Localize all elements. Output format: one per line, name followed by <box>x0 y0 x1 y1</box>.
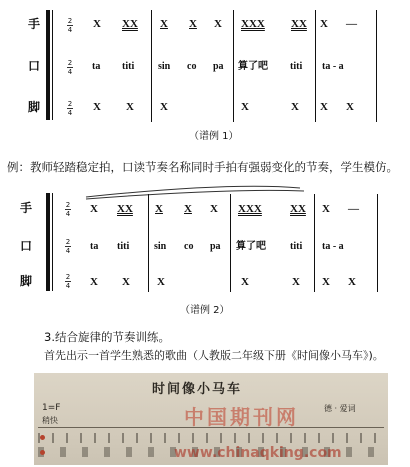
watermark-url: www.chinaqking.com <box>174 445 342 461</box>
syllable: ta - a <box>322 61 344 72</box>
description-text: 例：教师轻踏稳定拍，口读节奏名称同时手拍有强弱变化的节奏，学生模仿。 <box>7 160 398 174</box>
song-title: 时间像小马车 <box>152 382 243 397</box>
song-key: 1=F <box>42 403 61 413</box>
row-label-mouth: 口 <box>20 239 33 253</box>
syllable: co <box>184 241 194 252</box>
syllable: co <box>187 61 197 72</box>
note: X <box>93 101 101 113</box>
note: XXX <box>238 203 262 215</box>
barline <box>314 194 315 292</box>
syllable: sin <box>154 241 167 252</box>
syllable: ta - a <box>322 241 344 252</box>
note: X <box>160 18 168 30</box>
row-label-foot: 脚 <box>20 274 33 288</box>
note: X <box>90 203 98 215</box>
note: XXX <box>241 18 265 30</box>
note: X <box>346 101 354 113</box>
syllable: ta <box>90 241 99 252</box>
note: X <box>214 18 222 30</box>
syllable: pa <box>210 241 221 252</box>
song-tempo: 稍快 <box>42 416 58 425</box>
note: X <box>210 203 218 215</box>
syllable: 算了吧 <box>238 61 268 72</box>
note: X <box>241 101 249 113</box>
note: X <box>157 276 165 288</box>
note: X <box>93 18 101 30</box>
note: X <box>322 276 330 288</box>
note: X <box>90 276 98 288</box>
note: X <box>291 101 299 113</box>
row-label-foot: 脚 <box>28 100 41 114</box>
time-signature: 2 4 <box>65 201 71 218</box>
note: X <box>122 276 130 288</box>
time-signature: 2 4 <box>67 17 73 34</box>
row-label-hand: 手 <box>20 201 33 215</box>
syllable: titi <box>117 241 130 252</box>
syllable: titi <box>290 241 303 252</box>
time-signature: 2 4 <box>65 273 71 290</box>
watermark-cn: 中国期刊网 <box>184 405 299 429</box>
row-label-hand: 手 <box>28 17 41 31</box>
note: XX <box>122 18 138 30</box>
section-heading: 3.结合旋律的节奏训练。 <box>44 330 170 344</box>
barline <box>230 194 231 292</box>
syllable: 算了吧 <box>236 241 266 252</box>
caption: （谱例 2） <box>180 305 230 316</box>
system-brace <box>46 193 50 291</box>
barline <box>377 194 378 292</box>
note: X <box>126 101 134 113</box>
note: — <box>348 203 359 215</box>
note: X <box>189 18 197 30</box>
note: XX <box>290 203 306 215</box>
note: X <box>292 276 300 288</box>
syllable: ta <box>92 61 101 72</box>
song-score-photo <box>34 373 388 465</box>
note: XX <box>117 203 133 215</box>
syllable: sin <box>158 61 171 72</box>
time-signature: 2 4 <box>67 100 73 117</box>
time-signature: 2 4 <box>67 59 73 76</box>
time-signature: 2 4 <box>65 238 71 255</box>
note: X <box>184 203 192 215</box>
note: X <box>348 276 356 288</box>
syllable: titi <box>122 61 135 72</box>
note: X <box>322 203 330 215</box>
note: X <box>320 18 328 30</box>
note: XX <box>291 18 307 30</box>
note: — <box>346 18 357 30</box>
barline <box>148 194 149 292</box>
syllable: titi <box>290 61 303 72</box>
song-credits: 德 · 爱词 <box>324 404 356 413</box>
accent-slurs <box>0 0 410 220</box>
row-label-mouth: 口 <box>28 59 41 73</box>
note: X <box>320 101 328 113</box>
caption: （谱例 1） <box>189 131 239 142</box>
note: X <box>155 203 163 215</box>
note: X <box>160 101 168 113</box>
note: X <box>241 276 249 288</box>
syllable: pa <box>213 61 224 72</box>
section-body: 首先出示一首学生熟悉的歌曲（人教版二年级下册《时间像小马车》)。 <box>44 349 384 362</box>
